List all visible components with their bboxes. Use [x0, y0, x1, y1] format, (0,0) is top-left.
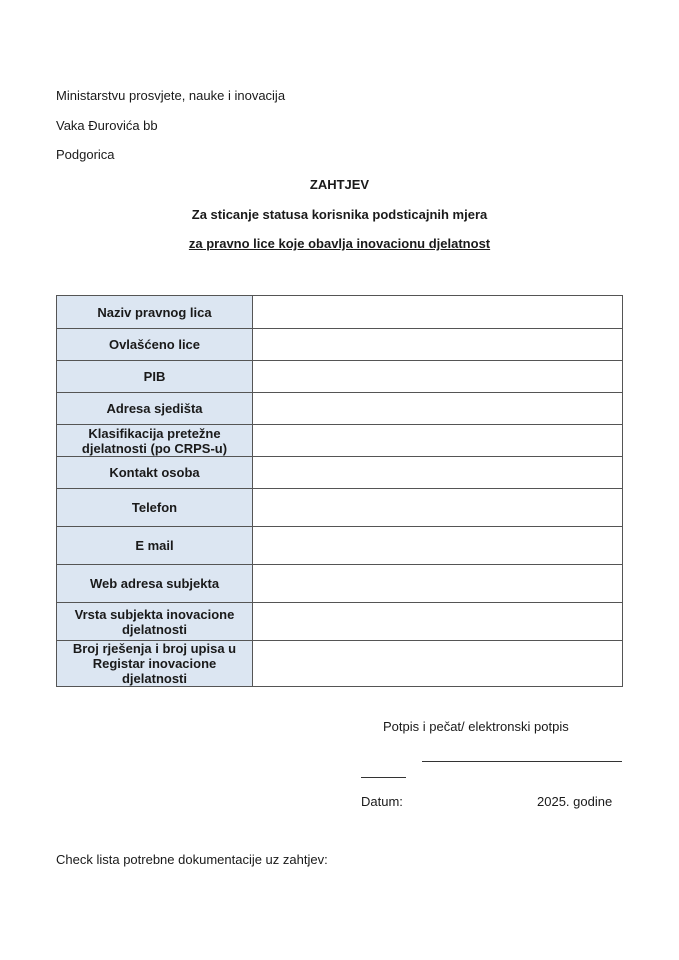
form-label: PIB: [57, 361, 253, 393]
form-label: Naziv pravnog lica: [57, 296, 253, 329]
form-row: [57, 603, 623, 641]
document-subtitle: Za sticanje statusa korisnika podsticajnih mjera: [191, 207, 488, 222]
form-value-broj-rjesenja[interactable]: [253, 641, 623, 687]
date-year-suffix: 2025. godine: [537, 794, 613, 809]
form-row: [57, 361, 623, 393]
form-label: Telefon: [57, 489, 253, 527]
form-value-vrsta-subjekta[interactable]: [253, 603, 623, 641]
form-row: [57, 527, 623, 565]
signature-line[interactable]: [422, 761, 622, 762]
form-value-naziv-pravnog-lica[interactable]: [253, 296, 623, 329]
form-row: [57, 489, 623, 527]
form-label: Kontakt osoba: [57, 457, 253, 489]
form-value-web-adresa[interactable]: [253, 565, 623, 603]
addressee-line-1: Ministarstvu prosvjete, nauke i inovacija: [56, 88, 286, 103]
request-form-table: [56, 295, 623, 687]
form-row: [57, 565, 623, 603]
form-label: Vrsta subjekta inovacione djelatnosti: [57, 603, 253, 641]
form-value-kontakt-osoba[interactable]: [253, 457, 623, 489]
addressee-line-2: Vaka Đurovića bb: [56, 118, 158, 133]
form-label: Broj rješenja i broj upisa u Registar inovacione djelatnosti: [57, 641, 253, 687]
addressee-line-3: Podgorica: [56, 147, 115, 162]
form-row: [57, 296, 623, 329]
form-value-telefon[interactable]: [253, 489, 623, 527]
form-label: Adresa sjedišta: [57, 393, 253, 425]
form-row: [57, 641, 623, 687]
signature-label: Potpis i pečat/ elektronski potpis: [383, 719, 569, 734]
form-value-pib[interactable]: [253, 361, 623, 393]
signature-line-continuation: [361, 777, 406, 778]
form-value-adresa-sjedista[interactable]: [253, 393, 623, 425]
document-subtitle-2: za pravno lice koje obavlja inovacionu djelatnost: [188, 236, 491, 251]
form-label: E mail: [57, 527, 253, 565]
form-value-email[interactable]: [253, 527, 623, 565]
form-value-ovlasceno-lice[interactable]: [253, 329, 623, 361]
form-row: [57, 393, 623, 425]
form-label: Web adresa subjekta: [57, 565, 253, 603]
form-row: [57, 425, 623, 457]
form-value-klasifikacija[interactable]: [253, 425, 623, 457]
form-label: Ovlašćeno lice: [57, 329, 253, 361]
document-title: ZAHTJEV: [309, 177, 370, 192]
checklist-label: Check lista potrebne dokumentacije uz zahtjev:: [56, 852, 328, 867]
date-label: Datum:: [361, 794, 403, 809]
form-row: [57, 329, 623, 361]
form-label: Klasifikacija pretežne djelatnosti (po CRPS-u): [57, 425, 253, 457]
form-row: [57, 457, 623, 489]
